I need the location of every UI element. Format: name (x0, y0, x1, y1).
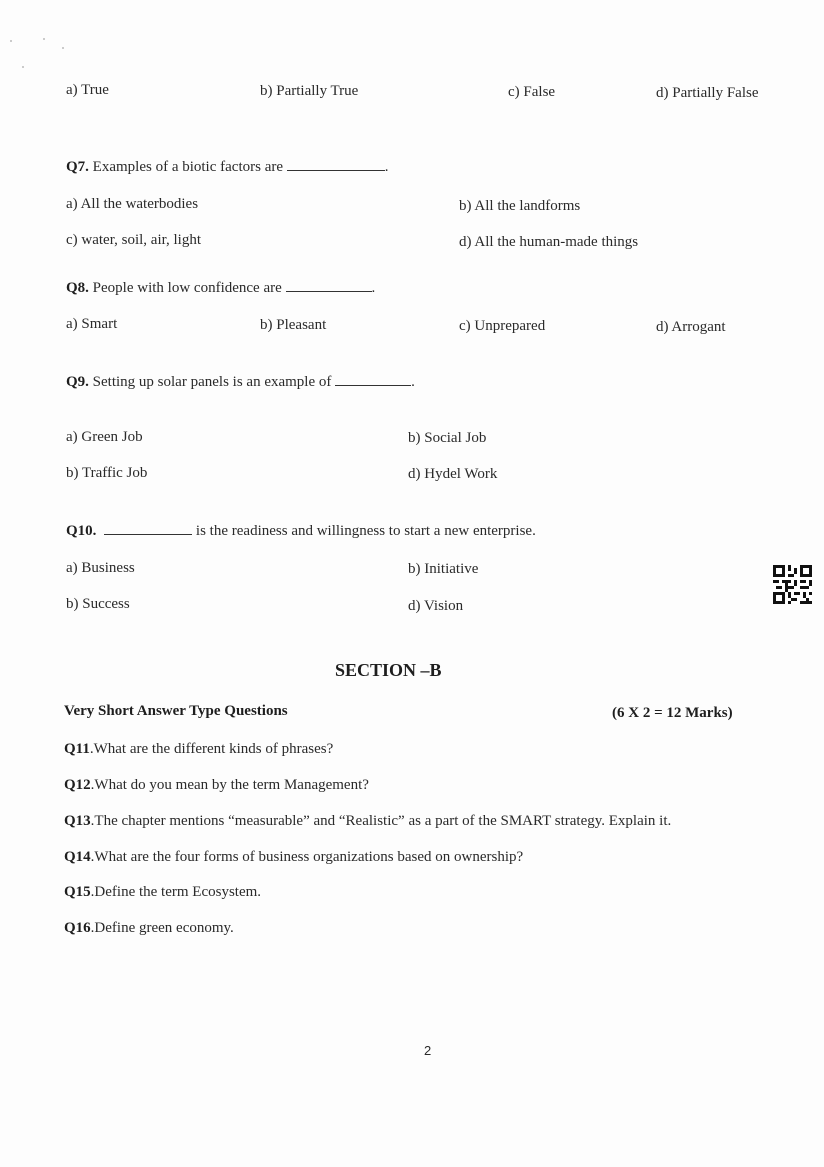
q9-option-a: a) Green Job (66, 429, 143, 445)
q10-option-c: b) Success (66, 596, 130, 612)
question-q13 (64, 812, 671, 830)
question-number: Q16 (64, 920, 91, 936)
question-text: Examples of a biotic factors are (92, 159, 284, 175)
question-end: . (384, 159, 389, 175)
q7-option-d: d) All the human-made things (459, 234, 639, 250)
q7-option-a: a) All the waterbodies (66, 196, 199, 212)
q7-option-c: c) water, soil, air, light (66, 232, 202, 248)
question-q16 (64, 919, 234, 937)
answer-blank (335, 373, 411, 386)
question-text: People with low confidence are (92, 280, 282, 296)
q7-option-b: b) All the landforms (459, 198, 581, 214)
question-end: . (411, 374, 415, 390)
question-number: Q15 (64, 884, 91, 900)
question-q11 (64, 740, 333, 758)
question-q9 (66, 373, 415, 391)
section-b-marks: (6 X 2 = 12 Marks) (612, 705, 733, 721)
question-text: .What do you mean by the term Management? (90, 777, 369, 793)
question-end: . (371, 280, 376, 296)
question-q14 (64, 848, 523, 866)
q8-option-b: b) Pleasant (260, 317, 327, 333)
question-q10 (66, 522, 536, 540)
q10-option-d: d) Vision (408, 598, 464, 614)
q9-option-b: b) Social Job (408, 430, 487, 446)
answer-blank (104, 522, 192, 535)
question-text: Setting up solar panels is an example of (92, 374, 332, 390)
question-number: Q11 (64, 741, 90, 757)
q8-option-d: d) Arrogant (656, 319, 726, 335)
q10-option-b: b) Initiative (408, 561, 479, 577)
q10-option-a: a) Business (66, 560, 135, 576)
question-text: .Define green economy. (90, 920, 234, 936)
question-number: Q8. (66, 280, 89, 296)
q8-option-a: a) Smart (66, 316, 118, 332)
question-number: Q13 (64, 813, 91, 829)
question-q8 (66, 279, 375, 297)
question-text: .What are the four forms of business organizations based on ownership? (90, 849, 524, 865)
question-number: Q7. (66, 159, 89, 175)
qr-code-icon (773, 565, 812, 604)
answer-blank (287, 158, 385, 171)
question-text: .What are the different kinds of phrases? (89, 741, 334, 757)
question-number: Q12 (64, 777, 91, 793)
question-q7 (66, 158, 389, 176)
question-q15 (64, 883, 261, 901)
page-number: 2 (424, 1043, 432, 1058)
question-q12 (64, 776, 369, 794)
question-text: is the readiness and willingness to start a new enterprise. (195, 523, 536, 539)
question-number: Q14 (64, 849, 91, 865)
q9-option-d: d) Hydel Work (408, 466, 498, 482)
question-text: .The chapter mentions “measurable” and “Realistic” as a part of the SMART strategy. Explain it. (90, 813, 672, 829)
q6-option-b: b) Partially True (260, 83, 359, 99)
q6-option-c: c) False (508, 84, 556, 100)
section-b-subtitle: Very Short Answer Type Questions (64, 703, 288, 719)
question-text: .Define the term Ecosystem. (90, 884, 262, 900)
q8-option-c: c) Unprepared (459, 318, 546, 334)
question-number: Q9. (66, 374, 89, 390)
q6-option-d: d) Partially False (656, 85, 759, 101)
answer-blank (286, 279, 372, 292)
q6-option-a: a) True (66, 82, 109, 98)
question-number: Q10. (66, 523, 97, 539)
q9-option-c: b) Traffic Job (66, 465, 148, 481)
section-b-title: SECTION –B (335, 660, 442, 680)
